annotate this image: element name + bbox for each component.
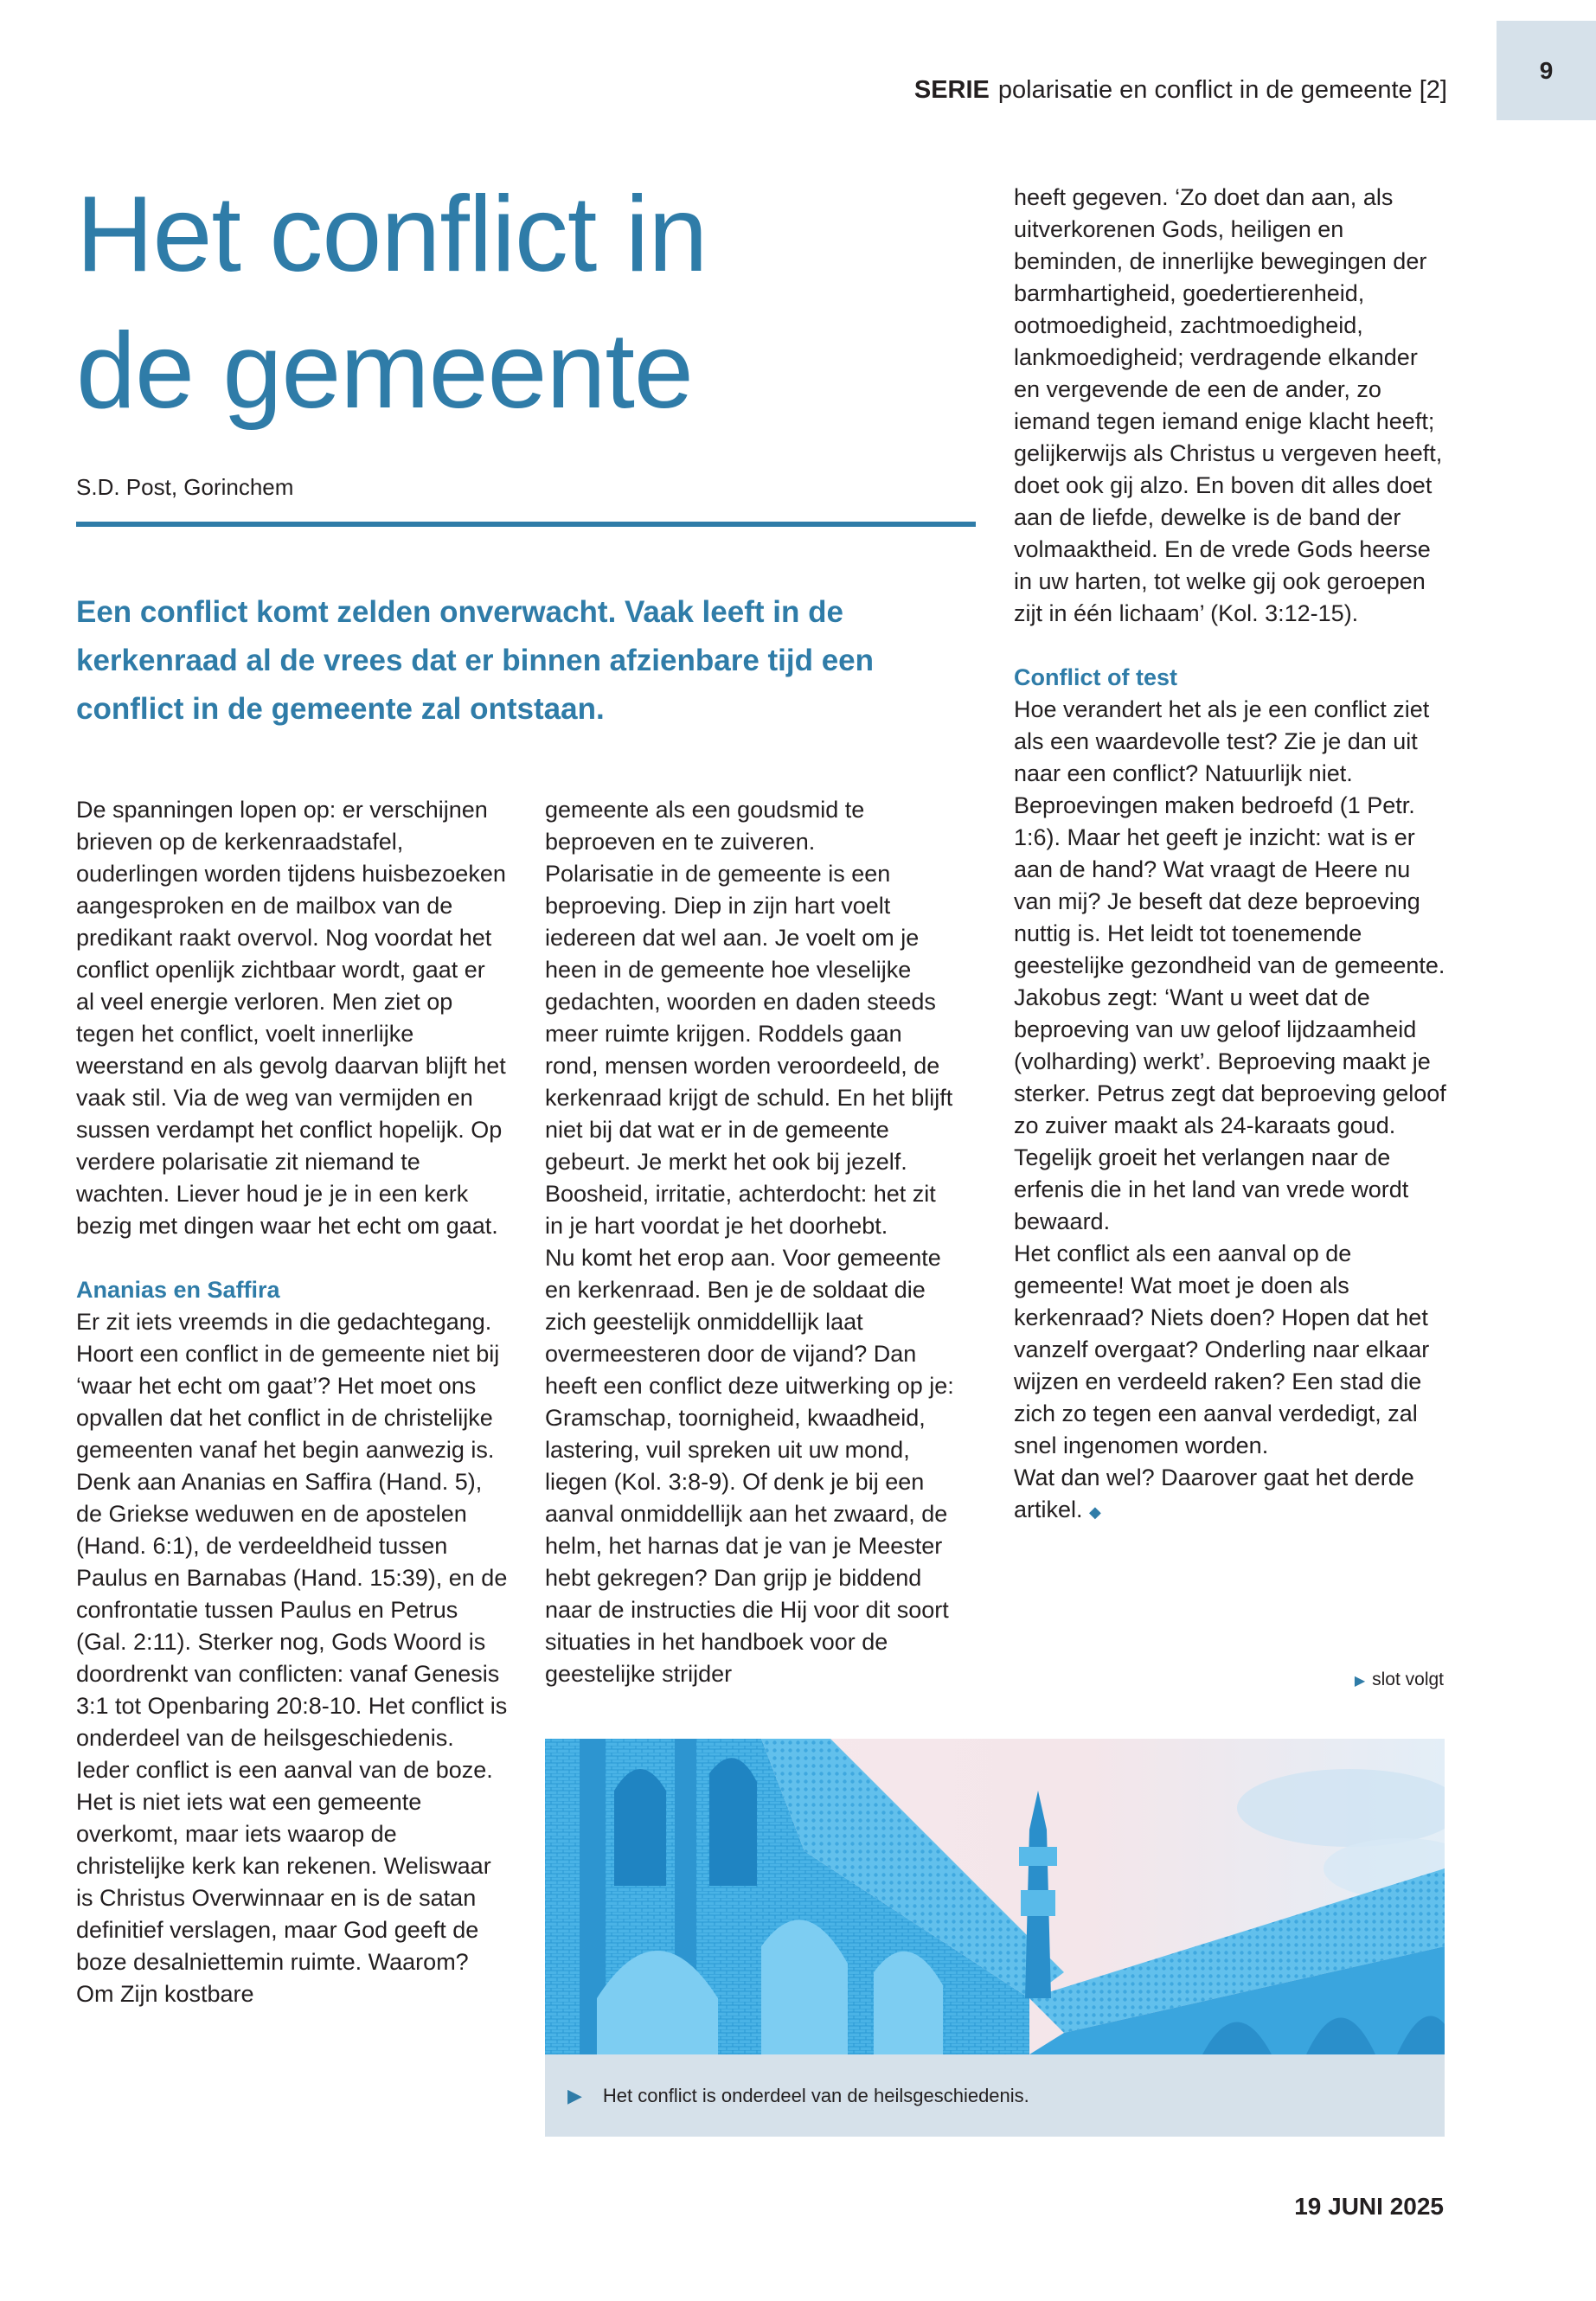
church-illustration [545,1739,1445,2054]
paragraph: Het conflict als een aanval op de gemeente! Wat moet je doen als kerkenraad? Niets doen? Hopen dat het vanzelf overgaat? Onderling naar elkaar wijzen en verdeeld raken? Een stad die zich zo tegen een aanval verdedigt, zal snel ingenomen worden. [1014,1240,1430,1458]
paragraph: gemeente als een goudsmid te beproeven en te zuiveren. [545,797,865,855]
title-line-2: de gemeente [76,311,693,431]
paragraph: Polarisatie in de gemeente is een beproeving. Diep in zijn hart voelt iedereen dat wel aan. Je voelt om je heen in de gemeente hoe vleselijke gedachten, woorden en daden steeds meer ruimte krijgen. Roddels gaan rond, mensen worden veroordeeld, de kerkenraad krijgt de schuld. En het blijft niet bij dat wat er in de gemeente gebeurt. Je merkt het ook bij jezelf. Boosheid, irritatie, achterdocht: het zit in je hart voordat je het doorhebt. [545,861,953,1239]
triangle-right-icon: ▶ [1354,1674,1366,1689]
subheading-conflict-of-test: Conflict of test [1014,664,1177,690]
subheading-ananias: Ananias en Saffira [76,1277,280,1303]
diamond-icon: ◆ [1089,1503,1101,1521]
paragraph: Jakobus zegt: ‘Want u weet dat de beproeving van uw geloof lijdzaamheid (volharding) werkt’. Beproeving maakt je sterker. Petrus zegt dat beproeving geloof zo zuiver maakt als 24-karaats goud. Tegelijk groeit het verlangen naar de erfenis die in het land van vrede wordt bewaard. [1014,984,1446,1234]
text-column-1 [76,794,509,2010]
issue-date: 19 JUNI 2025 [1294,2193,1444,2220]
article-title [76,166,984,439]
page-number-tab [1497,21,1596,120]
triangle-right-icon: ▶ [567,2084,582,2106]
running-head [914,76,1447,105]
continuation-note [1355,1670,1444,1690]
continuation-text: slot volgt [1372,1670,1444,1689]
text-column-2 [545,794,960,1690]
paragraph: Nu komt het erop aan. Voor gemeente en kerkenraad. Ben je de soldaat die zich geestelijk onmiddellijk laat overmeesteren door de vijand? Dan heeft een conflict deze uitwerking op je: Gramschap, toornigheid, kwaadheid, lastering, vuil spreken uit uw mond, liegen (Kol. 3:8-9). Of denk je bij een aanval onmiddellijk aan het zwaard, de helm, het harnas dat je van je Meester hebt gekregen? Dan grijp je biddend naar de instructies die Hij voor dit soort situaties in het handboek voor de geestelijke strijder [545,1245,954,1687]
final-sentence: Wat dan wel? Daarover gaat het derde artikel. [1014,1465,1414,1522]
paragraph: Hoe verandert het als je een conflict ziet als een waardevolle test? Zie je dan uit naar een conflict? Natuurlijk niet. Beproevingen maken bedroefd (1 Petr. 1:6). Maar het geeft je inzicht: wat is er aan de hand? Wat vraagt de Heere nu van mij? Je beseft dat deze beproeving nuttig is. Het leidt tot toenemende geestelijke gezondheid van de gemeente. [1014,696,1445,978]
paragraph: heeft gegeven. ‘Zo doet dan aan, als uitverkorenen Gods, heiligen en beminden, de innerlijke bewegingen der barmhartigheid, goedertierenheid, ootmoedigheid, zachtmoedigheid, lankmoedigheid; verdragende elkander en vergevende de een de ander, zo iemand tegen iemand enige klacht heeft; gelijkerwijs als Christus u vergeven heeft, doet ook gij alzo. En boven dit alles doet aan de liefde, dewelke is de band der volmaaktheid. En de vrede Gods heerse in uw harten, tot welke gij ook geroepen zijt in één lichaam’ (Kol. 3:12-15). [1014,184,1443,626]
paragraph: De spanningen lopen op: er verschijnen brieven op de kerkenraadstafel, ouderlingen worden tijdens huisbezoeken aangesproken en de mailbox van de predikant raakt overvol. Nog voordat het conflict openlijk zichtbaar wordt, gaat er al veel energie verloren. Men ziet op tegen het conflict, voelt innerlijke weerstand en als gevolg daarvan blijft het vaak stil. Via de weg van vermijden en sussen verdampt het conflict hopelijk. Op verdere polarisatie zit niemand te wachten. Liever houd je je in een kerk bezig met dingen waar het echt om gaat. [76,797,506,1239]
title-divider [76,522,976,527]
page-number: 9 [1539,56,1554,84]
series-label: SERIE [913,76,990,104]
paragraph: Er zit iets vreemds in die gedachtegang. Hoort een conflict in de gemeente niet bij ‘waar het echt om gaat’? Het moet ons opvallen dat het conflict in de christelijke gemeenten vanaf het begin aanwezig is. Denk aan Ananias en Saffira (Hand. 5), de Griekse weduwen en de apostelen (Hand. 6:1), de verdeeldheid tussen Paulus en Barnabas (Hand. 15:39), en de confrontatie tussen Paulus en Petrus (Gal. 2:11). Sterker nog, Gods Woord is doordrenkt van conflicten: vanaf Genesis 3:1 tot Openbaring 20:8-10. Het conflict is onderdeel van de heilsgeschiedenis. Ieder conflict is een aanval van de boze. Het is niet iets wat een gemeente overkomt, maar iets waarop de christelijke kerk kan rekenen. Weliswaar is Christus Overwinnaar en is de satan definitief verslagen, maar God geeft de boze desalniettemin ruimte. Waarom? Om Zijn kostbare [76,1309,508,2007]
intro-lead: Een conflict komt zelden onverwacht. Vaak leeft in de kerkenraad al de vrees dat er binnen afzienbare tijd een conflict in de gemeente zal ontstaan. [76,595,875,726]
photo-caption [545,2054,1445,2137]
text-column-3 [1014,182,1446,1529]
caption-text: Het conflict is onderdeel van de heilsgeschiedenis. [602,2084,1029,2106]
title-line-1: Het conflict in [76,175,708,294]
paragraph-final [1014,1462,1446,1529]
series-title: polarisatie en conflict in de gemeente [2] [997,76,1447,104]
author-byline: S.D. Post, Gorinchem [76,474,294,500]
church-photo [545,1739,1445,2054]
